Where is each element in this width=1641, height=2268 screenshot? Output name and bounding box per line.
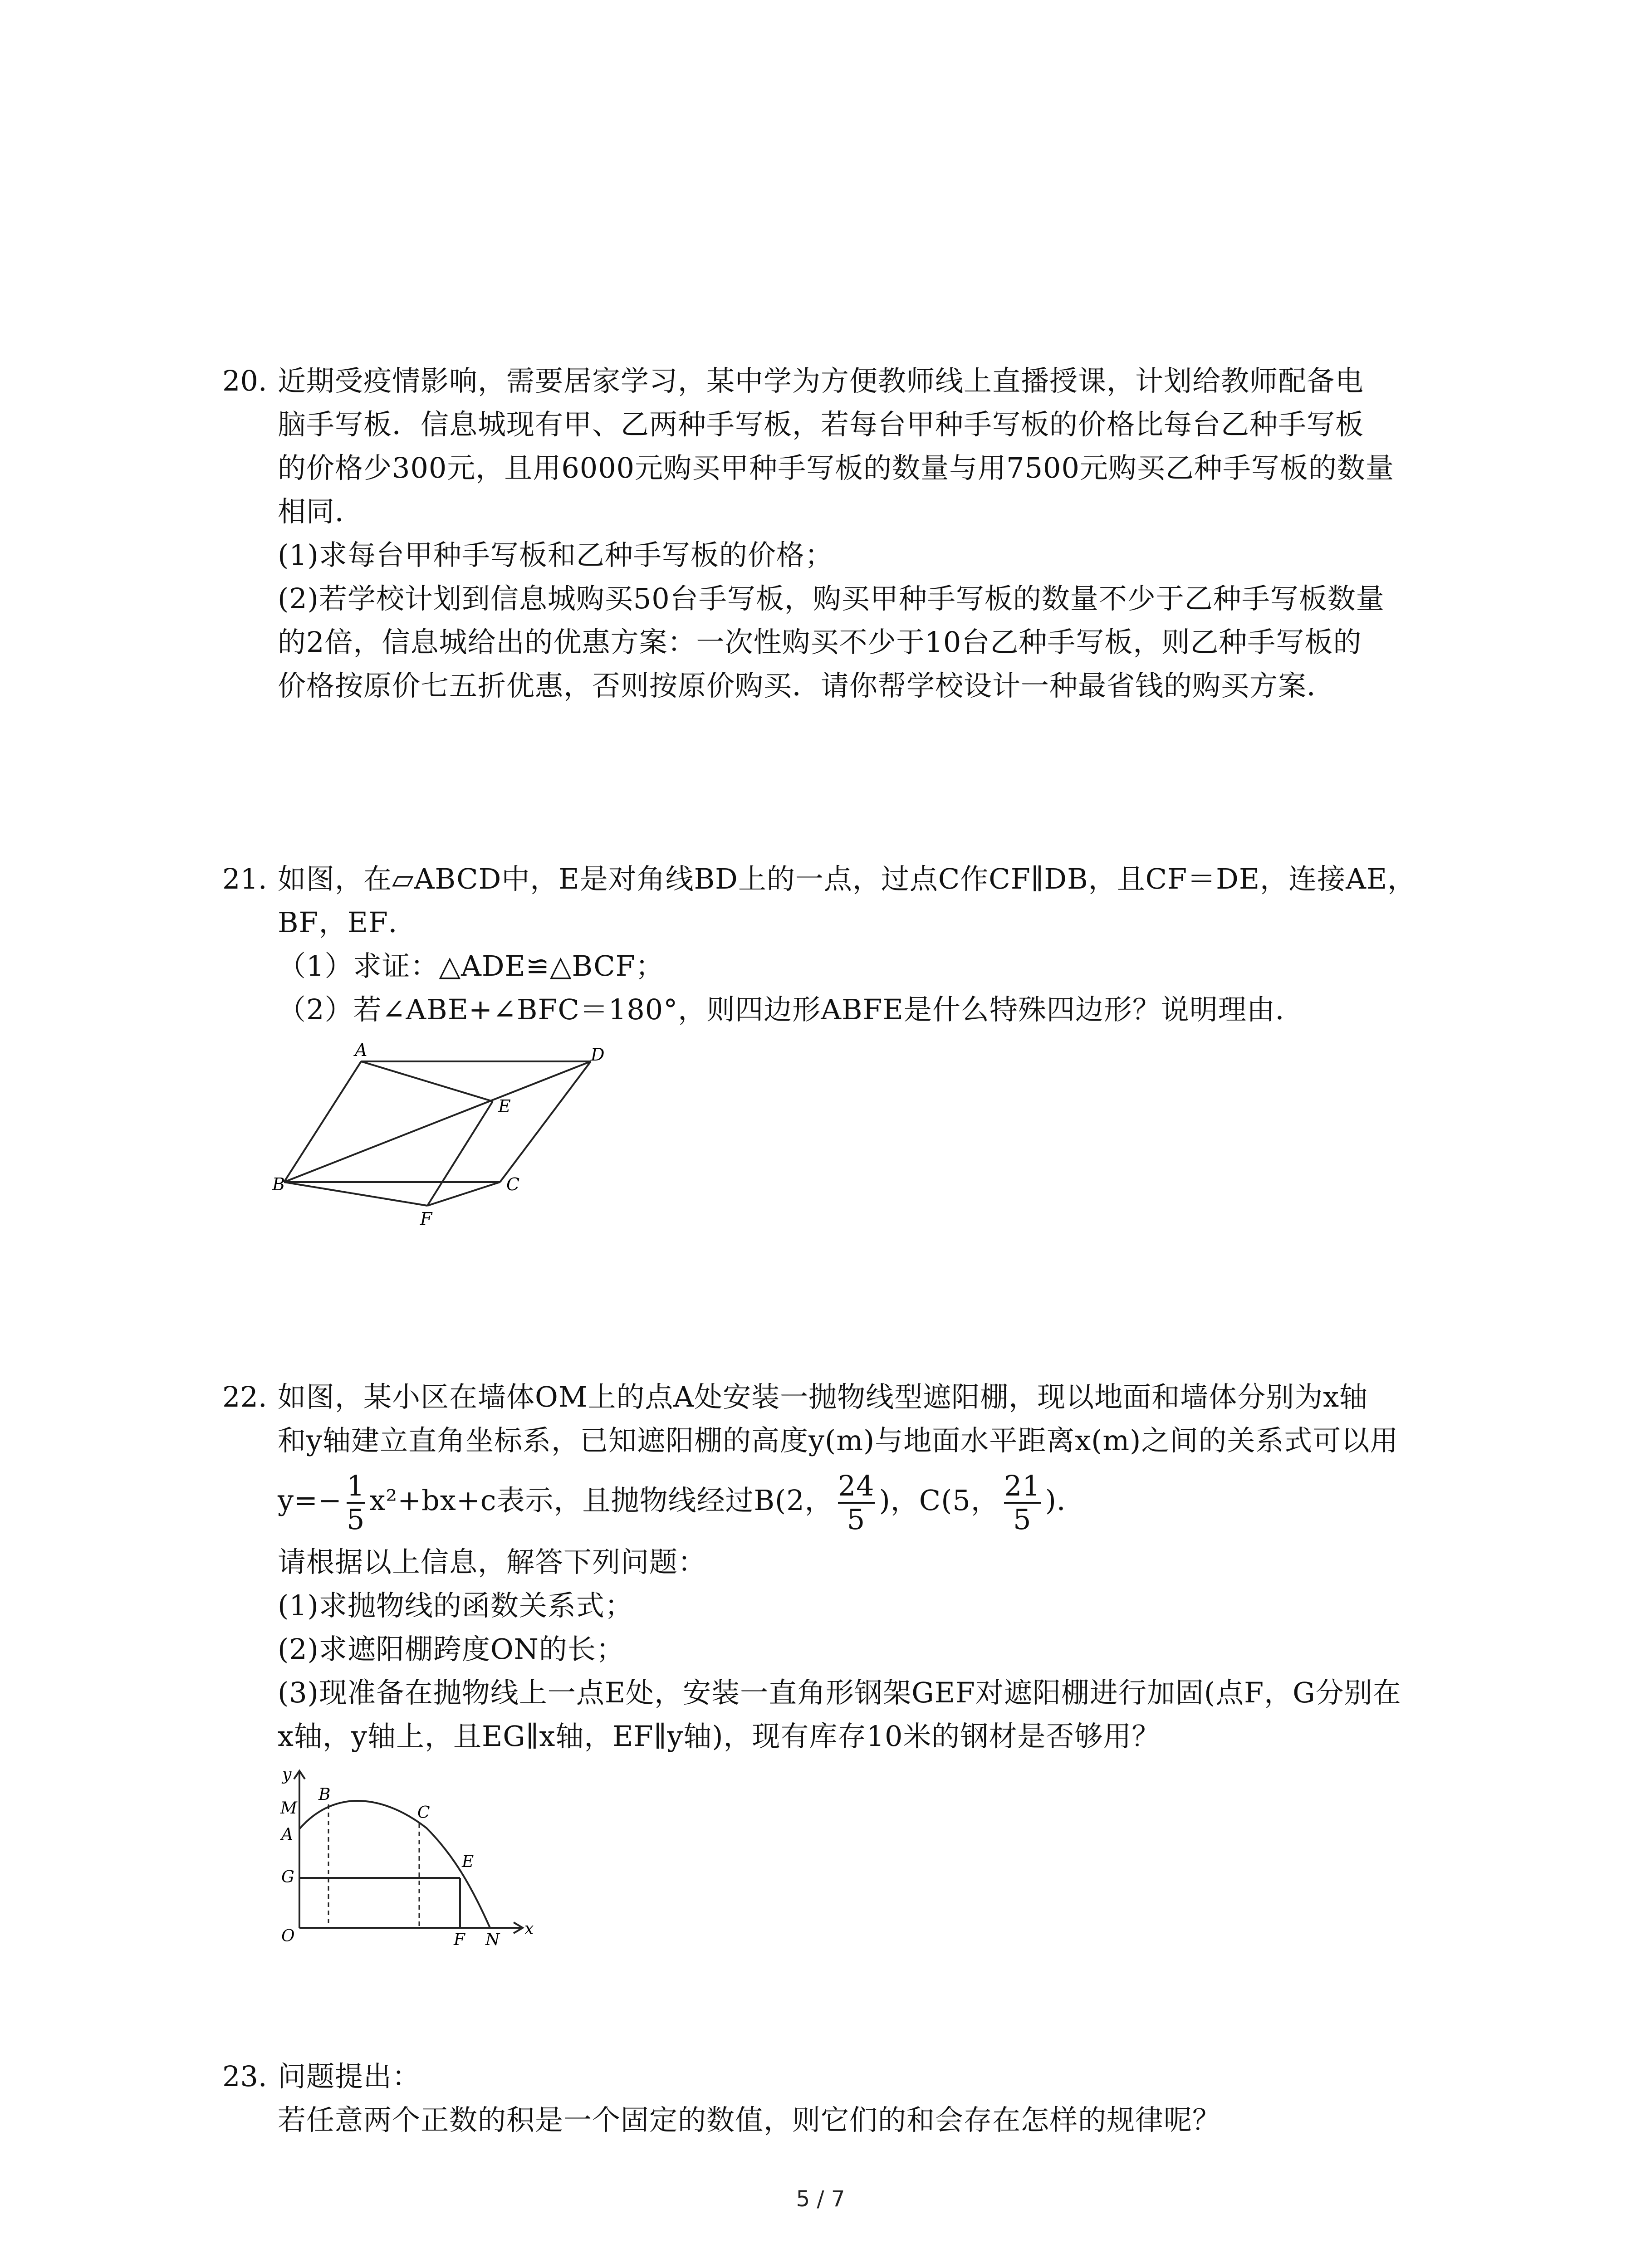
q22-formula-line	[278, 1464, 1085, 1537]
q20-number: 20.	[222, 364, 267, 397]
q21-label-f: F	[420, 1209, 432, 1229]
q20-line-4: 相同．	[278, 495, 364, 528]
q22-label-a: A	[281, 1825, 293, 1844]
q21-part-2: （2）若∠ABE+∠BFC＝180°，则四边形ABFE是什么特殊四边形？说明理由．	[278, 993, 1304, 1026]
q22-fraction-3	[1004, 1470, 1041, 1535]
q22-label-f: F	[454, 1931, 465, 1949]
q20-line-2: 脑手写板．信息城现有甲、乙两种手写板，若每台甲种手写板的价格比每台乙种手写板	[278, 408, 1364, 441]
q22-formula-middle: x²+bx+c表示，且抛物线经过B(2，	[369, 1484, 833, 1517]
q22-label-m: M	[280, 1799, 297, 1818]
q20-line-1: 近期受疫情影响，需要居家学习，某中学为方便教师线上直播授课，计划给教师配备电	[278, 364, 1364, 397]
q22-fraction-1-numerator: 1	[346, 1469, 365, 1502]
q22-line-1: 如图，某小区在墙体OM上的点A处安装一抛物线型遮阳棚，现以地面和墙体分别为x轴	[278, 1380, 1368, 1413]
q22-fraction-1-denominator: 5	[346, 1502, 365, 1536]
q22-part-3: (3)现准备在抛物线上一点E处，安装一直角形钢架GEF对遮阳棚进行加固(点F，G分别在	[278, 1676, 1401, 1709]
q22-line-8: x轴，y轴上，且EG∥x轴，EF∥y轴)，现有库存10米的钢材是否够用？	[278, 1720, 1161, 1753]
q21-part-1: （1）求证：△ADE≌△BCF；	[278, 949, 664, 982]
q20-line-3: 的价格少300元，且用6000元购买甲种手写板的数量与用7500元购买乙种手写板的数量	[278, 451, 1394, 484]
q21-label-b: B	[272, 1174, 285, 1194]
q22-label-x: x	[524, 1920, 534, 1938]
q22-line-4: 请根据以上信息，解答下列问题：	[278, 1545, 707, 1579]
q22-label-g: G	[281, 1868, 294, 1887]
q23-line-2: 若任意两个正数的积是一个固定的数值，则它们的和会存在怎样的规律呢？	[278, 2103, 1221, 2136]
q22-fraction-3-denominator: 5	[1004, 1502, 1041, 1535]
q21-label-c: C	[506, 1174, 520, 1194]
q22-fraction-2	[838, 1470, 875, 1535]
q22-fraction-2-denominator: 5	[838, 1502, 875, 1535]
q20-part-1: (1)求每台甲种手写板和乙种手写板的价格；	[278, 538, 833, 572]
q22-label-y: y	[282, 1765, 292, 1784]
q22-fraction-1	[347, 1470, 365, 1535]
q22-number: 22.	[222, 1380, 267, 1413]
q20-line-8: 价格按原价七五折优惠，否则按原价购买．请你帮学校设计一种最省钱的购买方案．	[278, 669, 1336, 702]
q22-label-b: B	[318, 1785, 331, 1804]
q21-label-d: D	[591, 1045, 605, 1065]
q22-parabola-figure	[268, 1760, 549, 1950]
q22-label-n: N	[485, 1931, 500, 1949]
q22-line-2: 和y轴建立直角坐标系，已知遮阳棚的高度y(m)与地面水平距离x(m)之间的关系式可以用	[278, 1424, 1399, 1457]
q21-label-a: A	[355, 1040, 367, 1060]
q22-part-2: (2)求遮阳棚跨度ON的长；	[278, 1633, 625, 1666]
q22-formula-between: )，C(5，	[879, 1484, 999, 1517]
q22-label-o: O	[281, 1927, 295, 1945]
q22-formula-end: )．	[1045, 1484, 1085, 1517]
q21-label-e: E	[498, 1096, 511, 1116]
q21-line-2: BF，EF．	[278, 906, 417, 939]
q22-formula-prefix: y=−	[278, 1484, 342, 1517]
q22-fraction-3-numerator: 21	[1004, 1469, 1041, 1502]
q22-part-1: (1)求抛物线的函数关系式；	[278, 1589, 633, 1622]
q23-number: 23.	[222, 2060, 267, 2093]
q21-line-1: 如图，在▱ABCD中，E是对角线BD上的一点，过点C作CF∥DB，且CF＝DE，连接AE，	[278, 862, 1416, 895]
q21-number: 21.	[222, 862, 267, 895]
q22-fraction-2-numerator: 24	[838, 1469, 875, 1502]
q21-parallelogram-figure	[268, 1034, 631, 1234]
q20-part-2: (2)若学校计划到信息城购买50台手写板，购买甲种手写板的数量不少于乙种手写板数量	[278, 582, 1385, 615]
q22-label-e: E	[462, 1853, 474, 1871]
q20-line-7: 的2倍，信息城给出的优惠方案：一次性购买不少于10台乙种手写板，则乙种手写板的	[278, 626, 1362, 659]
q23-line-1: 问题提出：	[278, 2060, 421, 2093]
page-number: 5 / 7	[796, 2186, 845, 2212]
q22-label-c: C	[417, 1804, 430, 1822]
